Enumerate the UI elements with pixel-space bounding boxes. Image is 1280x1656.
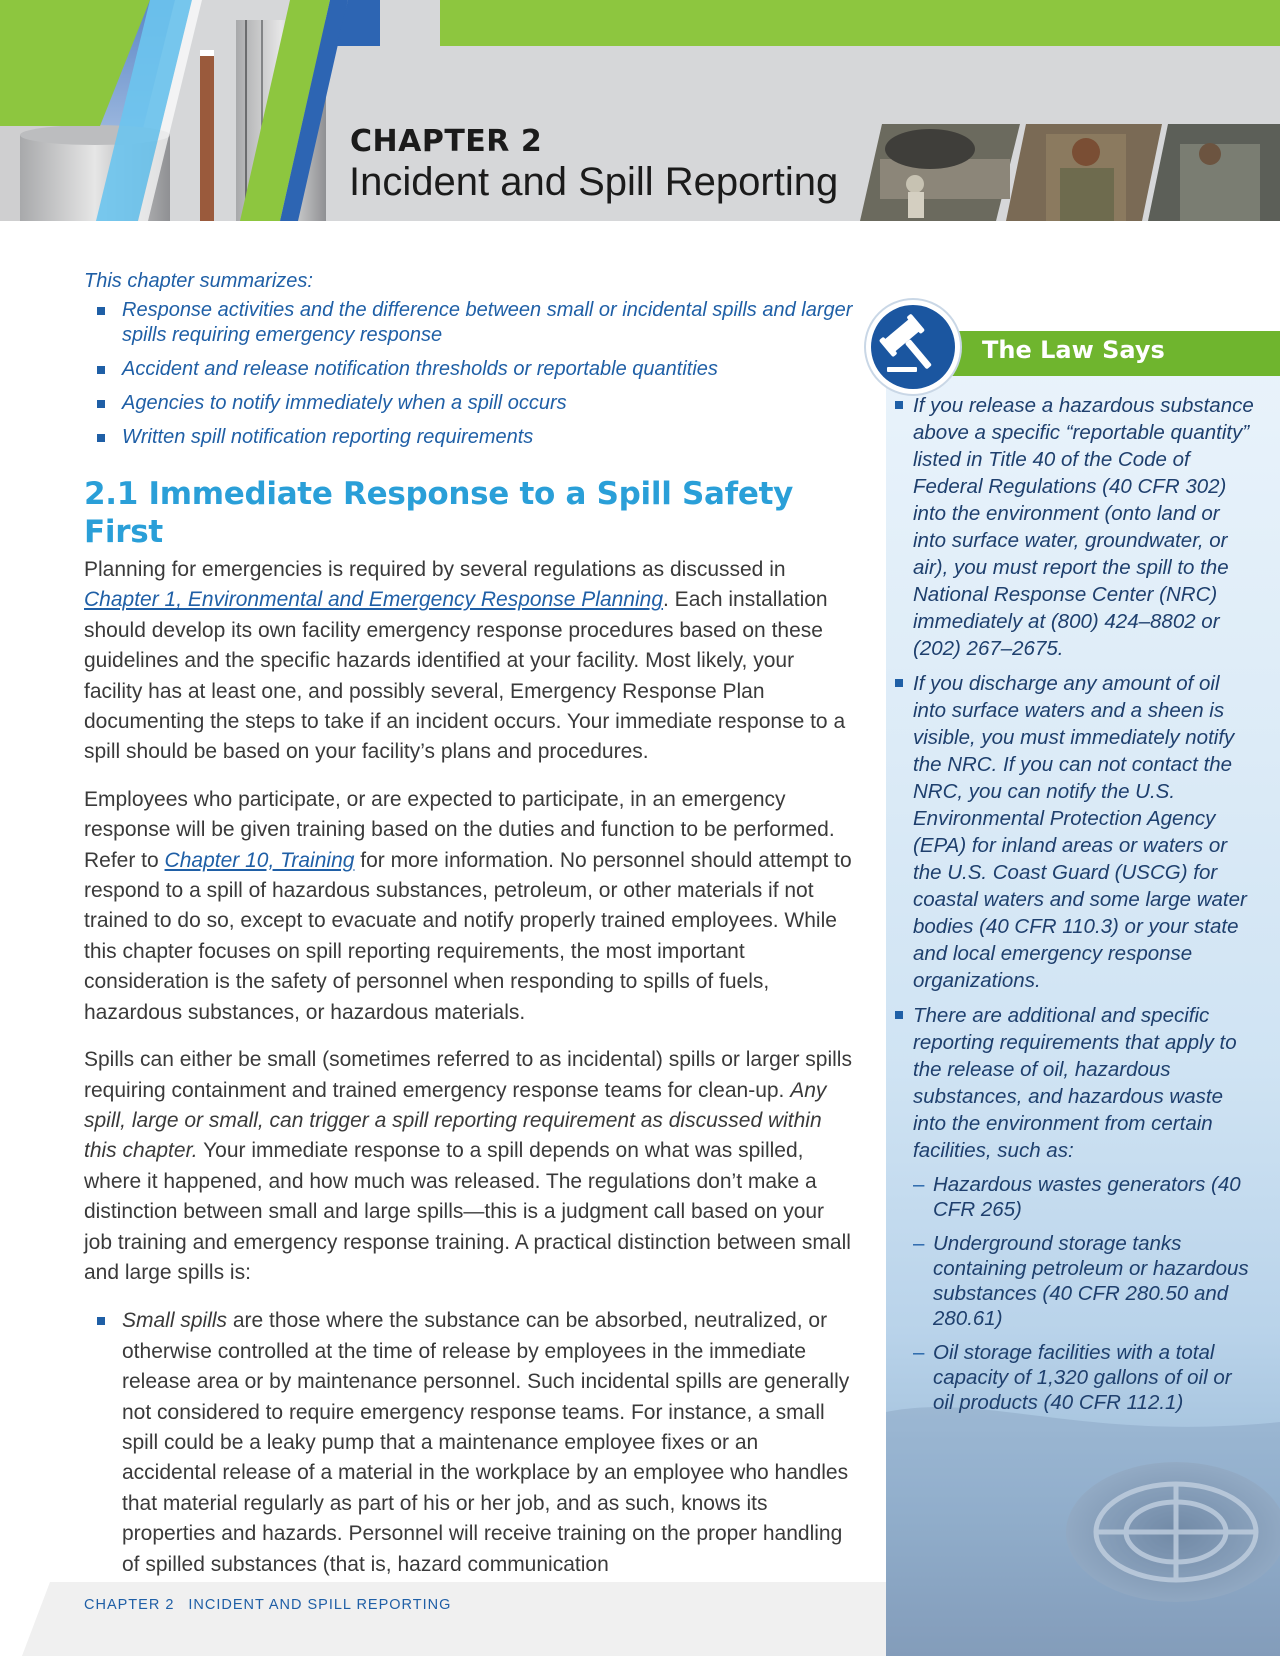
chapter-10-link[interactable]: Chapter 10, Training: [164, 848, 355, 872]
paragraph-planning: Planning for emergencies is required by several regulations as discussed in Chapter 1, Environmental and Emergency Response Planning. Each installation should develop its own facility emergency response procedures based on these guidelines and the specific hazards identified at your facility. Most likely, your facility has at least one, and possibly several, Emergency Response Plan documenting the steps to take if an incident occurs. Your immediate response to a spill should be based on your facility’s plans and procedures.: [84, 558, 846, 764]
law-subitem: – Oil storage facilities with a total capacity of 1,320 gallons of oil or oil products (40 CFR 112.1): [913, 1341, 1232, 1414]
summary-list: [84, 298, 856, 450]
law-item: There are additional and specific reporting requirements that apply to the release of oil, hazardous substances, and hazardous waste into the environment from certain facilities, such as: – Hazardous wastes generators (40 CFR 265) – Underground storage tanks containing petroleum or hazardous substances (40 CFR 280.50 and 280.61) – Oil storage facilities with a total capacity of 1,320 gallons of oil or oil products (40 CFR 112.1): [895, 1002, 1255, 1415]
header-green-stripe: [440, 0, 1280, 46]
bullet-square-icon: [895, 401, 903, 409]
industrial-facility-photo: [0, 0, 380, 221]
paragraph-training: Employees who participate, or are expected to participate, in an emergency response will be given training based on the duties and function to be performed. Refer to Chapter 10, Training for more information. No personnel should attempt to respond to a spill of hazardous substances, petroleum, or other materials if not trained to do so, except to evacuate and notify properly trained employees. While this chapter focuses on spill reporting requirements, the most important consideration is the safety of personnel when responding to spills of fuels, hazardous substances, or hazardous materials.: [84, 787, 852, 1024]
page-footer: CHAPTER 2 INCIDENT AND SPILL REPORTING: [84, 1597, 452, 1613]
footer-band: [0, 1582, 886, 1656]
law-list: [895, 392, 1255, 1424]
summary-item: Written spill notification reporting requirements: [84, 425, 856, 450]
summary-item: Response activities and the difference between small or incidental spills and larger spills requiring emergency response: [84, 298, 856, 348]
summary-intro: This chapter summarizes:: [84, 270, 313, 292]
gavel-icon: [871, 305, 955, 389]
dash-bullet-icon: –: [913, 1232, 925, 1255]
chapter-number: CHAPTER 2: [350, 124, 543, 159]
gavel-badge: [866, 300, 960, 394]
summary-item: Agencies to notify immediately when a spill occurs: [84, 391, 856, 416]
law-item: If you release a hazardous substance above a specific “reportable quantity” listed in Title 40 of the Code of Federal Regulations (40 CFR 302) into the environment (onto land or into surface water, groundwater, or air), you must report the spill to the National Response Center (NRC) immediately at (800) 424–8802 or (202) 267–2675.: [895, 392, 1255, 662]
summary-item: Accident and release notification thresholds or reportable quantities: [84, 357, 856, 382]
law-sublist: [913, 1172, 1255, 1415]
bullet-square-icon: [97, 1317, 105, 1325]
bullet-square-icon: [895, 679, 903, 687]
chapter-title: Incident and Spill Reporting: [349, 160, 839, 204]
bullet-square-icon: [97, 400, 105, 408]
section-heading: 2.1 Immediate Response to a Spill Safety First: [84, 476, 794, 550]
bullet-square-icon: [97, 366, 105, 374]
list-item: Small spills are those where the substance can be absorbed, neutralized, or otherwise controlled at the time of release by employees in the immediate release area or by maintenance personnel. Such incidental spills are generally not considered to require emergency response teams. For instance, a small spill could be a leaky pump that a maintenance employee fixes or an accidental release of a material in the workplace by an employee who handles that material regularly as part of his or her job, and as such, knows its properties and hazards. Personnel will receive training on the proper handling of spilled substances (that is, hazard communication: [84, 1306, 856, 1580]
dash-bullet-icon: –: [913, 1341, 925, 1364]
bullet-square-icon: [97, 434, 105, 442]
law-item: If you discharge any amount of oil into surface waters and a sheen is visible, you must immediately notify the NRC. If you can not contact the NRC, you can notify the U.S. Environmental Protection Agency (EPA) for inland areas or waters or the U.S. Coast Guard (USCG) for coastal waters and some large water bodies (40 CFR 110.3) or your state and local emergency response organizations.: [895, 670, 1255, 994]
bullet-square-icon: [895, 1011, 903, 1019]
chapter-1-link[interactable]: Chapter 1, Environmental and Emergency Response Planning: [84, 588, 664, 612]
paragraph-spill-size: Spills can either be small (sometimes referred to as incidental) spills or larger spills requiring containment and trained emergency response teams for clean-up. Any spill, large or small, can trigger a spill reporting requirement as discussed within this chapter. Your immediate response to a spill depends on what was spilled, where it happened, and how much was released. The regulations don’t make a distinction between small and large spills—this is a judgment call based on your job training and emergency response training. A practical distinction between small and large spills is:: [84, 1048, 852, 1284]
spill-types-list: [84, 1306, 856, 1580]
chapter-header: [0, 0, 1280, 221]
sidebar-title: The Law Says: [982, 336, 1165, 364]
main-content: [84, 268, 856, 1580]
law-subitem: – Underground storage tanks containing petroleum or hazardous substances (40 CFR 280.50 and 280.61): [913, 1232, 1249, 1330]
responders-photo: [860, 124, 1280, 221]
dash-bullet-icon: –: [913, 1173, 925, 1196]
bullet-square-icon: [97, 307, 105, 315]
law-subitem: – Hazardous wastes generators (40 CFR 265): [913, 1173, 1241, 1221]
